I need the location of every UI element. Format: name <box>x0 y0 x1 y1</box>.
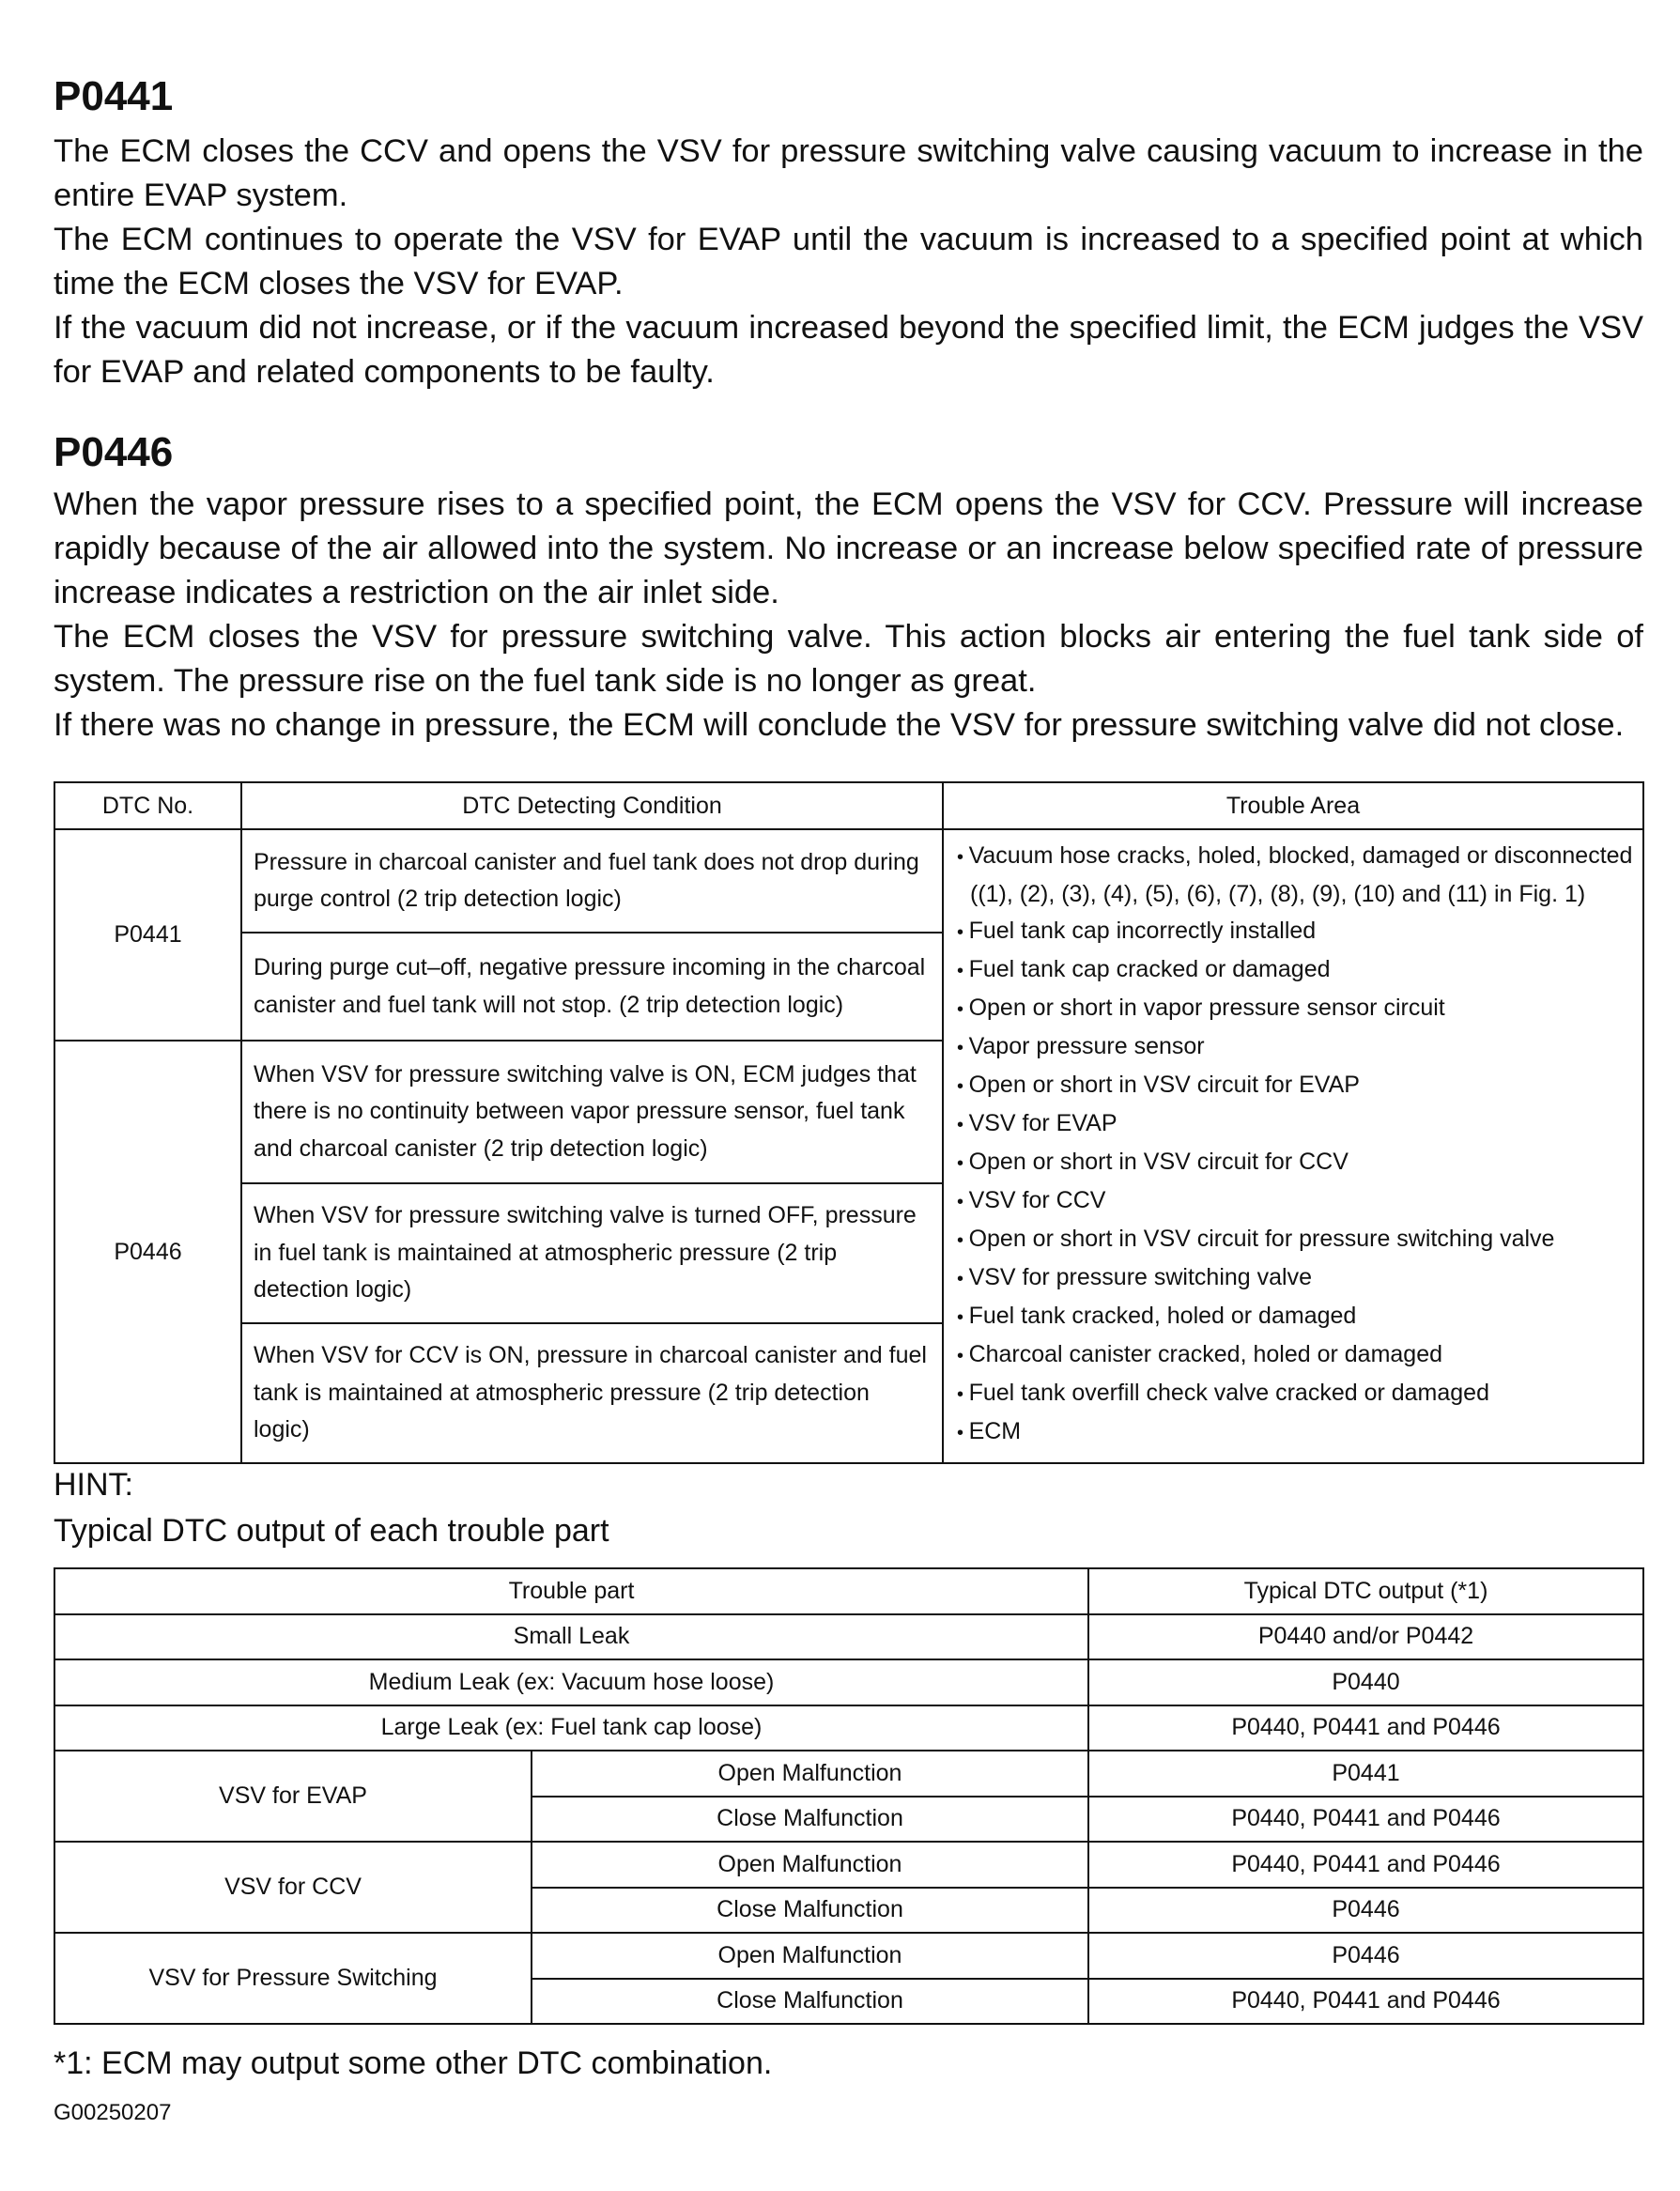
column-header: DTC No. <box>54 782 241 829</box>
table-row <box>54 1614 1643 1660</box>
detecting-condition: Pressure in charcoal canister and fuel tank does not drop during purge control (2 trip detection logic) <box>241 829 943 933</box>
hint-label: HINT: <box>54 1467 133 1503</box>
trouble-area-item: • Fuel tank overfill check valve cracked or damaged <box>957 1375 1637 1413</box>
trouble-area-item: • VSV for CCV <box>957 1182 1637 1221</box>
paragraph: The ECM continues to operate the VSV for EVAP until the vacuum is increased to a specified point at which time the ECM closes the VSV for EVAP. <box>54 222 1643 301</box>
dtc-output: P0440 <box>1088 1659 1643 1705</box>
dtc-output-table <box>54 1567 1644 2025</box>
paragraph: The ECM closes the CCV and opens the VSV for pressure switching valve causing vacuum to increase in the entire EVAP system. <box>54 133 1643 213</box>
document-code: G00250207 <box>54 2100 172 2125</box>
column-header: Typical DTC output (*1) <box>1088 1568 1643 1614</box>
trouble-part: VSV for EVAP <box>54 1751 532 1842</box>
paragraph: When the vapor pressure rises to a specified point, the ECM opens the VSV for CCV. Pressure will increase rapidly because of the air allowed into the system. No increase or an increase below specified rate of pressure increase indicates a restriction on the air inlet side. <box>54 486 1643 610</box>
trouble-area-item: • VSV for pressure switching valve <box>957 1259 1637 1298</box>
dtc-table <box>54 781 1644 1464</box>
malfunction-mode: Close Malfunction <box>532 1888 1088 1934</box>
trouble-part: Small Leak <box>54 1614 1088 1660</box>
hint-subtitle: Typical DTC output of each trouble part <box>54 1513 609 1549</box>
table-row <box>54 1705 1643 1751</box>
section-body-p0446 <box>54 483 1643 748</box>
trouble-part: VSV for CCV <box>54 1842 532 1933</box>
trouble-area-item: • Open or short in VSV circuit for CCV <box>957 1144 1637 1182</box>
table-row <box>54 1659 1643 1705</box>
dtc-output: P0440, P0441 and P0446 <box>1088 1842 1643 1888</box>
trouble-part: Medium Leak (ex: Vacuum hose loose) <box>54 1659 1088 1705</box>
malfunction-mode: Open Malfunction <box>532 1933 1088 1979</box>
paragraph: If the vacuum did not increase, or if the vacuum increased beyond the specified limit, the ECM judges the VSV for EVAP and related components to be faulty. <box>54 310 1643 390</box>
table-header-row <box>54 782 1643 829</box>
dtc-output: P0440 and/or P0442 <box>1088 1614 1643 1660</box>
detecting-condition: When VSV for CCV is ON, pressure in charcoal canister and fuel tank is maintained at atmospheric pressure (2 trip detection logic) <box>241 1323 943 1463</box>
dtc-output: P0440, P0441 and P0446 <box>1088 1705 1643 1751</box>
column-header: Trouble part <box>54 1568 1088 1614</box>
trouble-area-item: • Open or short in vapor pressure sensor circuit <box>957 990 1637 1028</box>
dtc-output: P0440, P0441 and P0446 <box>1088 1979 1643 2025</box>
malfunction-mode: Close Malfunction <box>532 1797 1088 1843</box>
trouble-area <box>943 829 1643 1463</box>
dtc-output: P0440, P0441 and P0446 <box>1088 1797 1643 1843</box>
trouble-area-item: • Open or short in VSV circuit for pressure switching valve <box>957 1221 1637 1259</box>
paragraph: If there was no change in pressure, the ECM will conclude the VSV for pressure switching valve did not close. <box>54 707 1625 743</box>
malfunction-mode: Open Malfunction <box>532 1751 1088 1797</box>
trouble-area-list <box>957 838 1637 1452</box>
table-row <box>54 1842 1643 1888</box>
detecting-condition: When VSV for pressure switching valve is turned OFF, pressure in fuel tank is maintained at atmospheric pressure (2 trip detection logic) <box>241 1183 943 1323</box>
footnote: *1: ECM may output some other DTC combination. <box>54 2045 773 2081</box>
dtc-output: P0446 <box>1088 1888 1643 1934</box>
trouble-area-item: • Vacuum hose cracks, holed, blocked, damaged or disconnected ((1), (2), (3), (4), (5), (6), (7), (8), (9), (10) and (11) in Fig. 1) <box>957 838 1637 913</box>
dtc-output: P0446 <box>1088 1933 1643 1979</box>
dtc-code: P0441 <box>54 829 241 1041</box>
trouble-part: VSV for Pressure Switching <box>54 1933 532 2024</box>
trouble-area-item: • ECM <box>957 1413 1637 1452</box>
table-header-row <box>54 1568 1643 1614</box>
trouble-area-item: • VSV for EVAP <box>957 1105 1637 1144</box>
trouble-area-item: • Fuel tank cracked, holed or damaged <box>957 1298 1637 1336</box>
trouble-area-item: • Fuel tank cap cracked or damaged <box>957 951 1637 990</box>
trouble-area-item: • Charcoal canister cracked, holed or damaged <box>957 1336 1637 1375</box>
trouble-part: Large Leak (ex: Fuel tank cap loose) <box>54 1705 1088 1751</box>
table-row <box>54 829 1643 933</box>
table-row <box>54 1933 1643 1979</box>
malfunction-mode: Open Malfunction <box>532 1842 1088 1888</box>
section-heading-p0446: P0446 <box>54 429 174 475</box>
detecting-condition: When VSV for pressure switching valve is ON, ECM judges that there is no continuity between vapor pressure sensor, fuel tank and charcoal canister (2 trip detection logic) <box>241 1041 943 1183</box>
paragraph: The ECM closes the VSV for pressure switching valve. This action blocks air entering the fuel tank side of system. The pressure rise on the fuel tank side is no longer as great. <box>54 619 1643 699</box>
table-row <box>54 1751 1643 1797</box>
dtc-code: P0446 <box>54 1041 241 1463</box>
column-header: Trouble Area <box>943 782 1643 829</box>
trouble-area-item: • Open or short in VSV circuit for EVAP <box>957 1067 1637 1105</box>
malfunction-mode: Close Malfunction <box>532 1979 1088 2025</box>
column-header: DTC Detecting Condition <box>241 782 943 829</box>
trouble-area-item: • Fuel tank cap incorrectly installed <box>957 913 1637 951</box>
section-body-p0441 <box>54 130 1643 394</box>
dtc-output: P0441 <box>1088 1751 1643 1797</box>
detecting-condition: During purge cut–off, negative pressure incoming in the charcoal canister and fuel tank will not stop. (2 trip detection logic) <box>241 933 943 1041</box>
trouble-area-item: • Vapor pressure sensor <box>957 1028 1637 1067</box>
section-heading-p0441: P0441 <box>54 73 174 119</box>
